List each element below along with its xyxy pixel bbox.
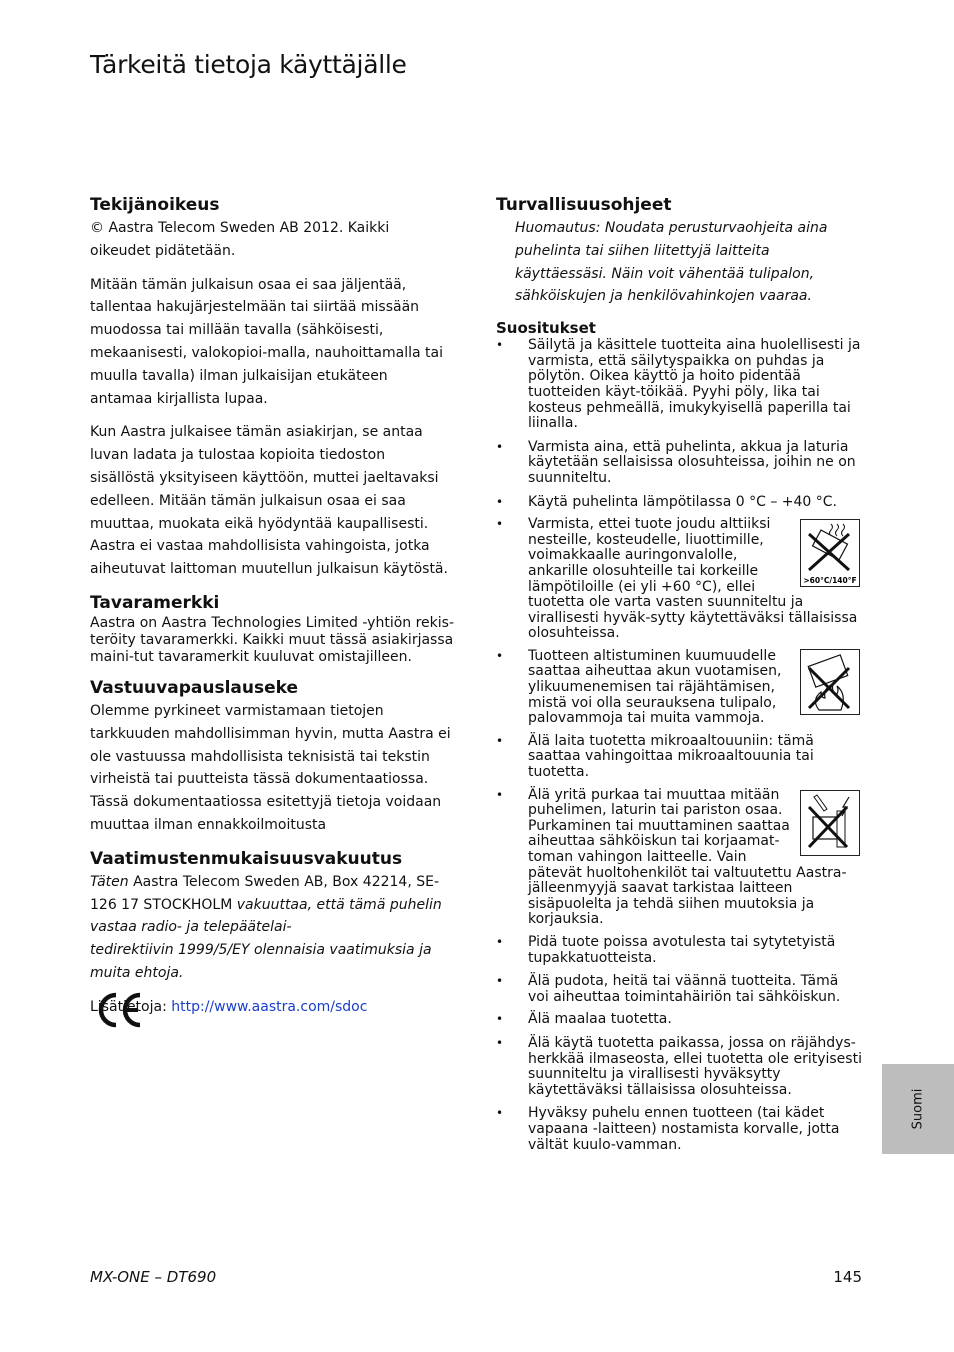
list-item: • Älä pudota, heitä tai väännä tuotteita. Tämä voi aiheuttaa toimintahäiriön tai sähköiskun.	[496, 974, 862, 1005]
list-item: • Varmista aina, että puhelinta, akkua ja laturia käytetään sellaisissa olosuhteissa, joihin ne on suunniteltu.	[496, 440, 862, 487]
copyright-heading: Tekijänoikeus	[90, 195, 220, 215]
conformity-address: Aastra Telecom Sweden AB, Box 42214, SE-126 17 STOCKHOLM	[90, 873, 440, 913]
fire-warning-icon	[800, 649, 860, 715]
temperature-label: • >60°C/140°F	[803, 576, 857, 586]
safety-note: Huomautus: Noudata perusturvaohjeita aina puhelinta tai siihen liitettyjä laitteita käyttäessäsi. Näin voit vähentää tulipalon, sähköiskujen ja henkilövahinkojen vaaraa.	[515, 220, 828, 305]
trademark-heading: Tavaramerkki	[90, 592, 220, 613]
right-column	[496, 195, 862, 1153]
conformity-italic-1: Täten	[90, 873, 129, 890]
ce-mark-icon	[94, 992, 144, 1032]
list-item: • >60°C/140°F Varmista, ettei tuote joudu alttiiksi nesteille, kosteudelle, liuottimille, voimakkaalle auringonvalolle, ankarille olosuhteille tai korkeille lämpötiloille (ei yli +60 °C), ellei tuotetta ole varta vasten suunniteltu ja virallisesti hyväk-sytty käytettäväksi tällaisissa olosuhteissa.	[496, 517, 862, 642]
recommendations-list	[496, 338, 862, 1153]
conformity-italic-2: vakuuttaa, että tämä puhelin vastaa radio- ja telepäätelai-	[90, 896, 442, 936]
list-item: • Hyväksy puhelu ennen tuotteen (tai kädet vapaana -laitteen) nostamista korvalle, jotta vältät kuulo-vamman.	[496, 1106, 862, 1153]
list-item: • Käytä puhelinta lämpötilassa 0 °C – +40 °C.	[496, 495, 862, 511]
list-item: • Tuotteen altistuminen kuumuudelle saattaa aiheuttaa akun vuotamisen, ylikuumenemisen tai räjähtämisen, mistä voi olla seurauksena tulipalo, palovammoja tai muita vammoja.	[496, 649, 862, 727]
copyright-paragraph-2: Mitään tämän julkaisun osaa ei saa jäljentää, tallentaa hakujärjestelmään tai siirtää missään muodossa tai millään tavalla (sähköisesti, mekaanisesti, valokopioi-malla, nauhoittamalla tai muulla tavalla) ilman julkaisijan etukäteen antamaa kirjallista lupaa.	[90, 276, 443, 407]
left-column	[90, 195, 454, 1019]
disclaimer-text: Olemme pyrkineet varmistamaan tietojen tarkkuuden mahdollisimman hyvin, mutta Aastra ei ole vastuussa mahdollisista teknisistä tai tekstin virheistä tai puutteista tässä dokumentaatiossa. Tässä dokumentaatiossa esitettyjä tietoja voidaan muuttaa ilman ennakkoilmoitusta	[90, 702, 451, 833]
conformity-italic-3: tedirektiivin 1999/5/EY olennaisia vaatimuksia ja muita ehtoja.	[90, 942, 432, 981]
language-tab-label: Suomi	[910, 1088, 926, 1130]
list-item: • Älä käytä tuotetta paikassa, jossa on räjähdys-herkkää ilmaseosta, ellei tuotetta ole erityisesti suunniteltu ja virallisesti hyväksytty käytettäväksi tällaisissa olosuhteissa.	[496, 1036, 862, 1098]
safety-heading: Turvallisuusohjeet	[496, 195, 672, 215]
language-tab	[882, 1064, 954, 1154]
footer-product: MX-ONE – DT690	[90, 1268, 217, 1286]
recommendations-heading: Suositukset	[496, 319, 596, 338]
more-info	[90, 996, 454, 1019]
copyright-paragraph-3: Kun Aastra julkaisee tämän asiakirjan, se antaa luvan ladata ja tulostaa kopioita tiedoston sisällöstä yksityiseen käyttöön, muttei jaeltavaksi edelleen. Mitään tämän julkaisun osaa ei saa muuttaa, muokata eikä hyödyntää kaupallisesti. Aastra ei vastaa mahdollisista vahingoista, jotka aiheutuvat laittoman muutellun julkaisun käytöstä.	[90, 424, 448, 578]
no-disassembly-warning-icon	[800, 790, 860, 856]
copyright-paragraph-1: © Aastra Telecom Sweden AB 2012. Kaikki oikeudet pidätetään.	[90, 220, 390, 259]
conformity-heading: Vaatimustenmukaisuusvakuutus	[90, 848, 403, 869]
list-item: • Pidä tuote poissa avotulesta tai sytytetyistä tupakkatuotteista.	[496, 935, 862, 966]
disclaimer-heading: Vastuuvapauslauseke	[90, 677, 298, 698]
list-item: • Säilytä ja käsittele tuotteita aina huolellisesti ja varmista, että säilytyspaikka on puhdas ja pölytön. Oikea käyttö ja hoito pidentää tuotteiden käyt-töikää. Pyyhi pöly, lika tai kosteus pehmeällä, imukykyisellä paperilla tai liinalla.	[496, 338, 862, 432]
list-item: • Älä yritä purkaa tai muuttaa mitään puhelimen, laturin tai pariston osaa. Purkaminen tai muuttaminen saattaa aiheuttaa sähköiskun tai korjaamat-toman vahingon laitteelle. Vain pätevät huoltohenkilöt tai valtuutettu Aastra-jälleenmyyjä saavat tarkistaa laitteen sisäpuolelta ja tehdä siihen muutoksia ja korjauksia.	[496, 788, 862, 928]
more-info-label: Lisätietoja:	[90, 998, 172, 1015]
list-item: • Älä maalaa tuotetta.	[496, 1012, 862, 1028]
page-number: 145	[833, 1268, 862, 1286]
sdoc-link[interactable]: http://www.aastra.com/sdoc	[171, 998, 368, 1015]
high-temperature-warning-icon	[800, 519, 860, 587]
page-title: Tärkeitä tietoja käyttäjälle	[90, 50, 407, 79]
trademark-text: Aastra on Aastra Technologies Limited -yhtiön rekis-teröity tavaramerkki. Kaikki muut tässä asiakirjassa maini-tut tavaramerkit kuuluvat omistajilleen.	[90, 614, 455, 665]
list-item: • Älä laita tuotetta mikroaaltouuniin: tämä saattaa vahingoittaa mikroaaltouunia tai tuotetta.	[496, 734, 862, 781]
conformity-text	[90, 871, 454, 985]
